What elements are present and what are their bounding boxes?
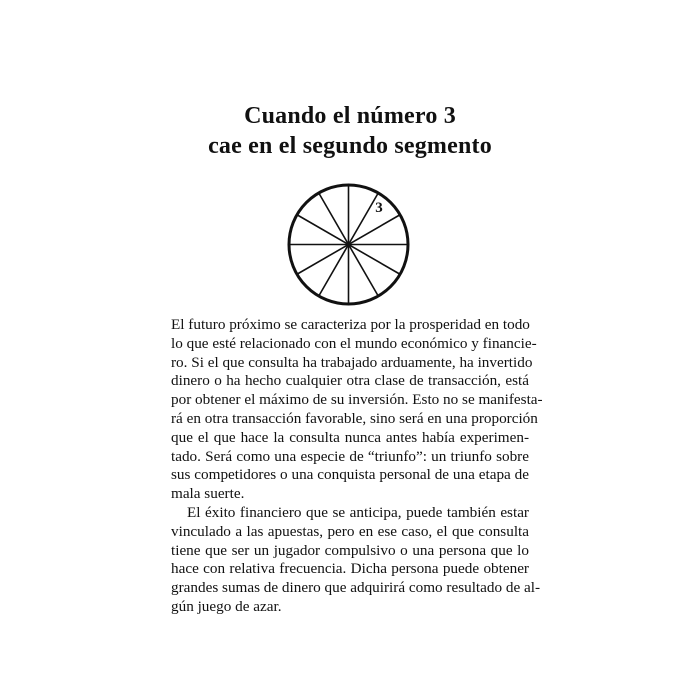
text-line: dinero o ha hecho cualquier otra clase de transacción, está [171, 372, 529, 390]
text-line: sus competidores o una conquista personal de una etapa de [171, 466, 529, 484]
body-text [171, 316, 543, 617]
title-line-2: cae en el segundo segmento [208, 133, 492, 159]
text-line: rá en otra transacción favorable, sino será en una proporción [171, 409, 538, 427]
text-line: vinculado a las apuestas, pero en ese caso, el que consulta [171, 522, 529, 540]
text-line: que el que hace la consulta nunca antes había experimen- [171, 428, 529, 446]
text-line: ro. Si el que consulta ha trabajado arduamente, ha invertido [171, 353, 533, 371]
wheel-hub [346, 242, 350, 246]
text-line: El éxito financiero que se anticipa, puede también estar [187, 503, 529, 521]
text-line: por obtener el máximo de su inversión. Esto no se manifesta- [171, 391, 543, 409]
text-line: tado. Será como una especie de “triunfo”: un triunfo sobre [171, 447, 529, 465]
text-line: lo que esté relacionado con el mundo económico y financie- [171, 334, 537, 352]
text-line: gún juego de azar. [171, 597, 282, 615]
title-line-1: Cuando el número 3 [244, 103, 456, 129]
paragraph-2 [171, 503, 541, 617]
text-line: grandes sumas de dinero que adquirirá como resultado de al- [171, 579, 541, 597]
paragraph-1 [171, 316, 543, 504]
text-line: El futuro próximo se caracteriza por la prosperidad en todo [171, 316, 530, 333]
text-line: mala suerte. [171, 485, 245, 503]
text-line: hace con relativa frecuencia. Dicha persona puede obtener [171, 560, 529, 578]
wheel-segment-number: 3 [375, 200, 383, 216]
page-title [0, 101, 700, 161]
segmented-wheel-diagram [286, 182, 411, 307]
text-line: tiene que ser un jugador compulsivo o una persona que lo [171, 541, 529, 559]
